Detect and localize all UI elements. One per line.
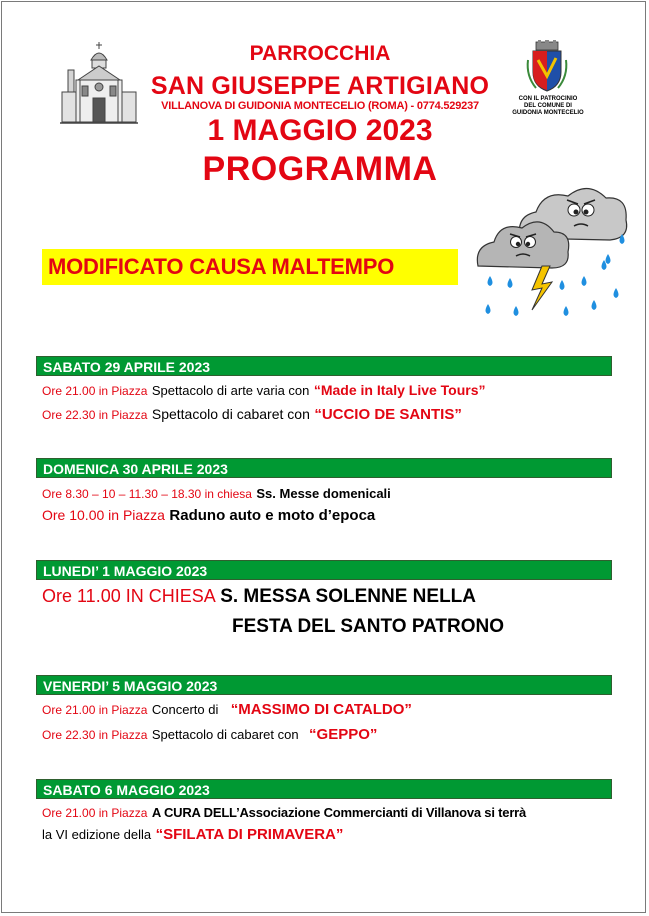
- weather-notice: MODIFICATO CAUSA MALTEMPO: [42, 249, 458, 285]
- parish-address: VILLANOVA DI GUIDONIA MONTECELIO (ROMA) - 0774.529237: [161, 100, 479, 112]
- event-line: [232, 616, 504, 638]
- parish-label: PARROCCHIA: [249, 42, 391, 65]
- event-date: 1 MAGGIO 2023: [207, 114, 433, 147]
- patronage-line: GUIDONIA MONTECELIO: [512, 110, 584, 116]
- day-section-domenica-30: [36, 458, 612, 524]
- event-time: Ore 22.30 in Piazza: [42, 408, 148, 422]
- event-desc: Ss. Messe domenicali: [256, 486, 391, 501]
- event-desc: Spettacolo di cabaret con: [151, 406, 310, 422]
- patronage-caption: [508, 96, 588, 117]
- day-section-venerdi-5: [36, 675, 612, 743]
- event-desc: A CURA DELL’Associazione Commercianti di Villanova si terrà: [151, 805, 527, 820]
- event-time: Ore 10.00 in Piazza: [42, 507, 165, 523]
- event-time: Ore 21.00 in Piazza: [42, 703, 148, 717]
- crest-icon: [524, 40, 570, 92]
- event-highlight: “SFILATA DI PRIMAVERA”: [155, 826, 344, 843]
- event-desc: la VI edizione della: [42, 827, 152, 842]
- event-line: [42, 804, 526, 822]
- day-title: SABATO 29 APRILE 2023: [36, 356, 612, 376]
- day-title: DOMENICA 30 APRILE 2023: [36, 458, 612, 478]
- event-line: [42, 406, 462, 424]
- parish-name: SAN GIUSEPPE ARTIGIANO: [150, 72, 490, 100]
- event-highlight: “MASSIMO DI CATALDO”: [230, 701, 412, 718]
- church-icon: [58, 40, 140, 126]
- day-title: LUNEDI’ 1 MAGGIO 2023: [36, 560, 612, 580]
- page-title: PROGRAMMA: [202, 150, 438, 188]
- event-line: [42, 586, 476, 608]
- event-desc: Spettacolo di cabaret con: [151, 727, 299, 742]
- event-line: [42, 726, 377, 744]
- event-time: Ore 8.30 – 10 – 11.30 – 18.30 in chiesa: [42, 487, 252, 501]
- event-time: Ore 21.00 in Piazza: [42, 384, 148, 398]
- day-section-lunedi-1: [36, 560, 612, 637]
- day-section-sabato-6: [36, 779, 612, 843]
- day-title: VENERDI’ 5 MAGGIO 2023: [36, 675, 612, 695]
- event-time: Ore 11.00 IN CHIESA: [42, 586, 216, 606]
- event-line: [42, 382, 486, 400]
- storm-clouds-icon: [470, 176, 635, 328]
- day-section-sabato-29: [36, 356, 612, 423]
- event-desc: Spettacolo di arte varia con: [151, 383, 310, 398]
- event-desc: FESTA DEL SANTO PATRONO: [232, 616, 504, 637]
- patronage-line: CON IL PATROCINIO: [518, 96, 578, 102]
- event-time: Ore 22.30 in Piazza: [42, 728, 148, 742]
- event-line: [42, 507, 375, 525]
- event-desc: Raduno auto e moto d’epoca: [169, 507, 376, 524]
- event-highlight: “Made in Italy Live Tours”: [313, 382, 486, 398]
- event-line: [42, 701, 412, 719]
- patronage-line: DEL COMUNE DI: [524, 103, 572, 109]
- event-highlight: “UCCIO DE SANTIS”: [314, 406, 462, 423]
- event-time: Ore 21.00 in Piazza: [42, 806, 148, 820]
- event-line: [42, 826, 343, 844]
- event-desc: S. MESSA SOLENNE NELLA: [220, 586, 477, 607]
- event-line: [42, 485, 391, 503]
- event-highlight: “GEPPO”: [309, 726, 378, 743]
- day-title: SABATO 6 MAGGIO 2023: [36, 779, 612, 799]
- event-desc: Concerto di: [151, 702, 219, 717]
